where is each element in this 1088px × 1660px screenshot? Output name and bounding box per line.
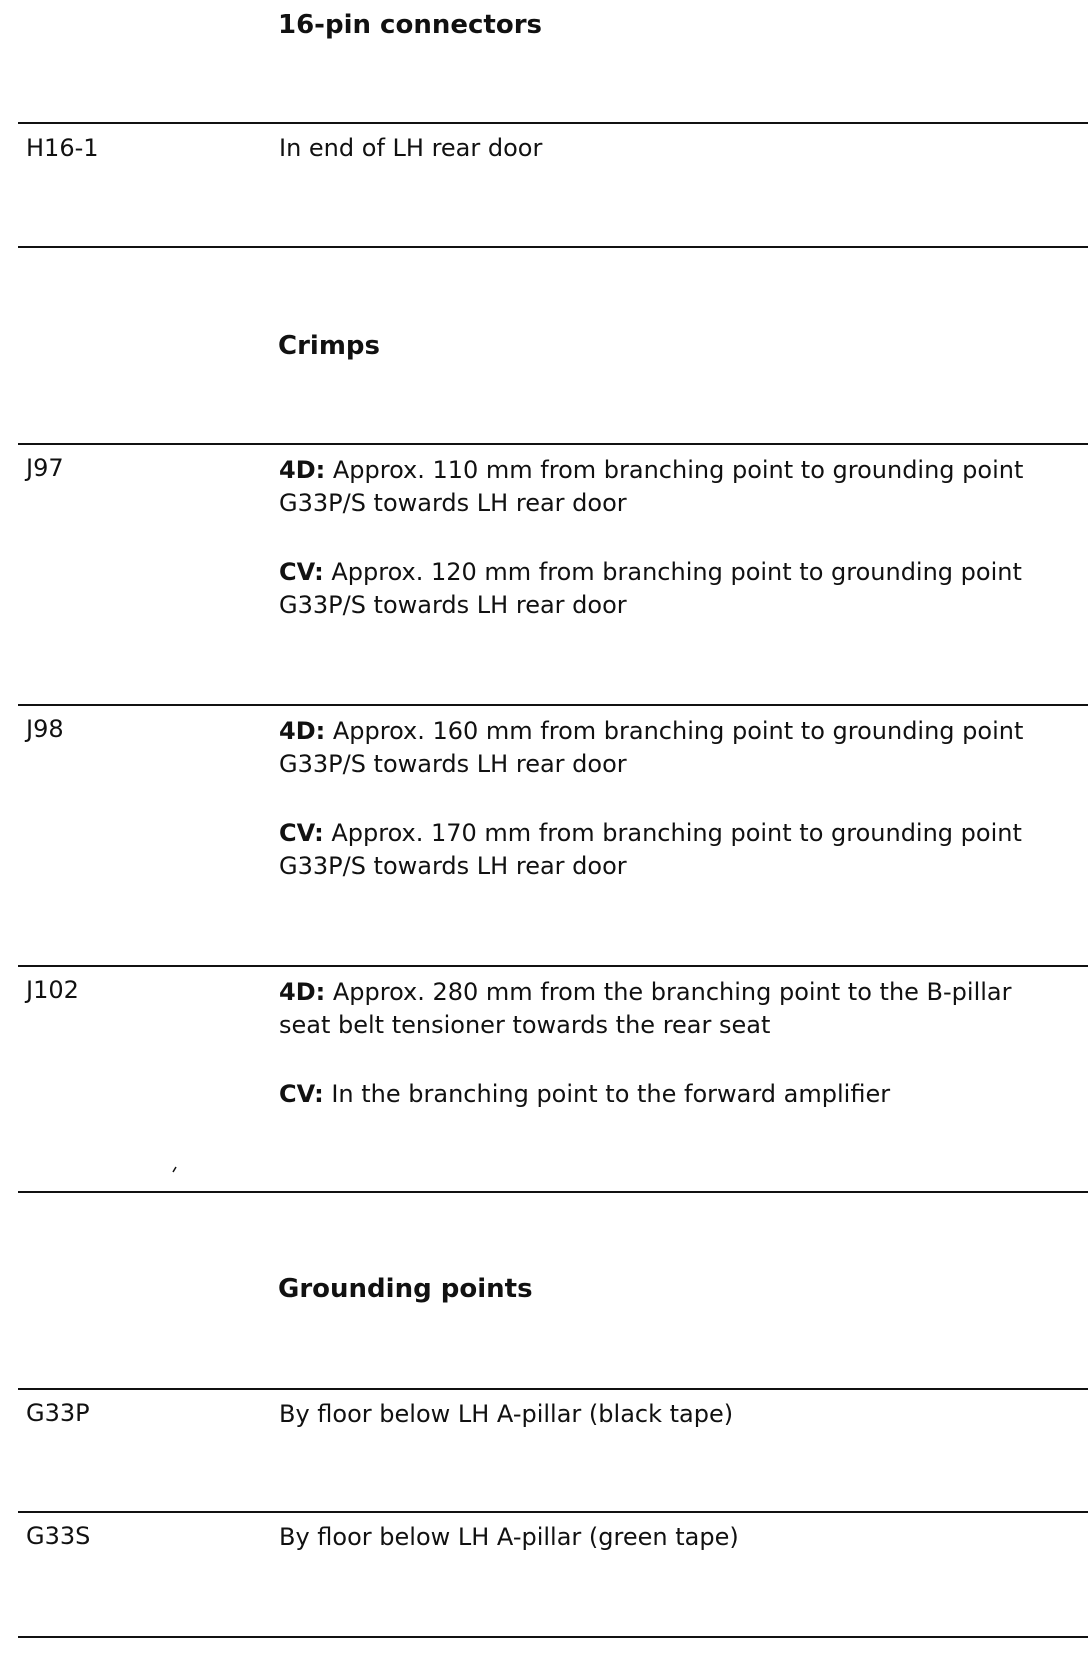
divider: [18, 122, 1088, 124]
code-h16-1: H16-1: [26, 134, 99, 162]
entry-cv: [279, 556, 1069, 622]
entry-4d: [279, 454, 1069, 520]
code-j97: J97: [26, 454, 64, 482]
entry-text: Approx. 170 mm from branching point to grounding point G33P/S towards LH rear door: [279, 819, 1022, 880]
entry-tag: 4D:: [279, 717, 326, 745]
divider: [18, 1636, 1088, 1638]
description-j98: [279, 715, 1069, 883]
entry-text: Approx. 120 mm from branching point to grounding point G33P/S towards LH rear door: [279, 558, 1022, 619]
code-j102: J102: [26, 976, 79, 1004]
divider: [18, 246, 1088, 248]
entry-tag: 4D:: [279, 978, 326, 1006]
divider: [18, 965, 1088, 967]
entry-text: In the branching point to the forward amplifier: [323, 1080, 891, 1108]
entry-cv: [279, 1078, 1069, 1111]
code-j98: J98: [26, 715, 64, 743]
entry-tag: CV:: [279, 1080, 324, 1108]
description-j97: [279, 454, 1069, 622]
code-g33p: G33P: [26, 1399, 90, 1427]
entry-cv: [279, 817, 1069, 883]
description-text: In end of LH rear door: [279, 134, 543, 162]
description-g33s: [279, 1521, 1069, 1554]
description-text: By floor below LH A-pillar (black tape): [279, 1400, 734, 1428]
code-g33s: G33S: [26, 1522, 91, 1550]
stray-mark-stroke: [173, 1167, 176, 1172]
divider: [18, 1191, 1088, 1193]
divider: [18, 443, 1088, 445]
entry-tag: CV:: [279, 558, 324, 586]
heading-crimps: Crimps: [278, 331, 380, 361]
divider: [18, 1388, 1088, 1390]
heading-grounding-points: Grounding points: [278, 1274, 533, 1304]
description-j102: [279, 976, 1069, 1111]
entry-4d: [279, 976, 1069, 1042]
heading-16-pin-connectors: 16-pin connectors: [278, 10, 542, 40]
stray-mark: [170, 1164, 180, 1174]
entry-text: Approx. 160 mm from branching point to grounding point G33P/S towards LH rear door: [279, 717, 1024, 778]
entry-text: Approx. 280 mm from the branching point to the B-pillar seat belt tensioner towards the rear seat: [279, 978, 1012, 1039]
entry-text: Approx. 110 mm from branching point to grounding point G33P/S towards LH rear door: [279, 456, 1024, 517]
description-g33p: [279, 1398, 1069, 1431]
description-text: By floor below LH A-pillar (green tape): [279, 1523, 739, 1551]
entry-tag: CV:: [279, 819, 324, 847]
divider: [18, 704, 1088, 706]
entry-4d: [279, 715, 1069, 781]
divider: [18, 1511, 1088, 1513]
description-h16-1: [279, 132, 1069, 165]
entry-tag: 4D:: [279, 456, 326, 484]
